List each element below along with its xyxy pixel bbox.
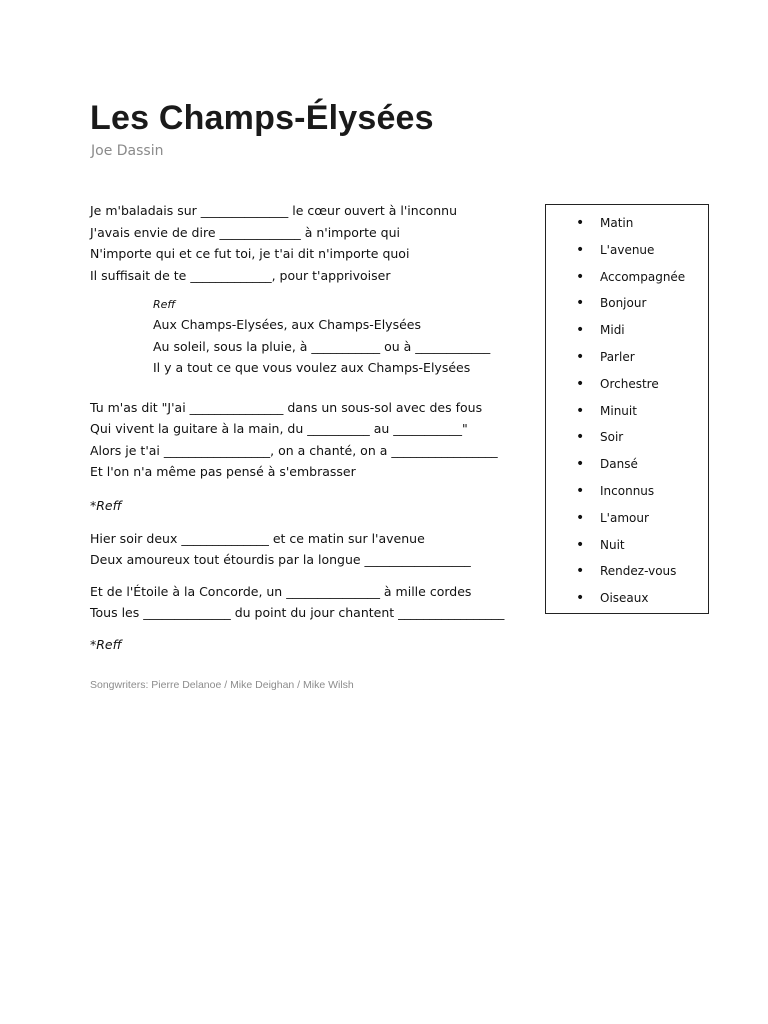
word-bank-list [546, 205, 708, 612]
lyric-line: Alors je t'ai _________________, on a chanté, on a _________________ [90, 442, 498, 458]
word-bank-word: Minuit [600, 403, 637, 418]
word-bank-word: Parler [600, 349, 635, 364]
lyric-line: Je m'baladais sur ______________ le cœur ouvert à l'inconnu [90, 203, 457, 218]
word-bank-item [546, 505, 708, 532]
word-bank-word: Midi [600, 323, 625, 338]
word-bank-word: Matin [600, 216, 634, 230]
lyric-line: Il suffisait de te _____________, pour t'apprivoiser [90, 267, 391, 283]
word-bank-item [546, 558, 708, 585]
word-bank-item [546, 344, 708, 371]
word-bank-item [546, 290, 708, 317]
songwriters-credit: Songwriters: Pierre Delanoe / Mike Deighan / Mike Wilsh [90, 679, 354, 691]
refrain-line: Au soleil, sous la pluie, à ___________ ou à ____________ [153, 338, 491, 354]
word-bank-box [545, 204, 709, 614]
artist-name: Joe Dassin [91, 143, 164, 159]
refrain-reference: *Reff [90, 497, 122, 513]
bullet-icon: • [576, 348, 585, 365]
bullet-icon: • [576, 241, 585, 258]
word-bank-word: Orchestre [600, 376, 659, 391]
word-bank-item [546, 264, 708, 291]
word-bank-item [546, 398, 708, 425]
word-bank-word: L'amour [600, 510, 649, 525]
word-bank-item [546, 424, 708, 451]
word-bank-item [546, 532, 708, 559]
bullet-icon: • [576, 215, 585, 231]
verse-3 [90, 528, 504, 571]
refrain-label: Reff [153, 298, 176, 311]
lyric-line: Hier soir deux ______________ et ce matin sur l'avenue [90, 530, 425, 546]
word-bank-word: Inconnus [600, 483, 655, 498]
bullet-icon: • [576, 509, 585, 526]
word-bank-word: Bonjour [600, 296, 647, 311]
lyric-line: J'avais envie de dire _____________ à n'importe qui [90, 224, 400, 240]
song-title: Les Champs-Élysées [90, 99, 434, 137]
lyric-line: Tous les ______________ du point du jour chantent _________________ [90, 605, 505, 620]
refrain-block [90, 296, 504, 379]
word-bank-item [546, 210, 708, 237]
bullet-icon: • [576, 536, 585, 553]
lyric-line: Tu m'as dit "J'ai _______________ dans un sous-sol avec des fous [90, 399, 483, 415]
bullet-icon: • [576, 563, 585, 580]
verse-1 [90, 200, 504, 286]
word-bank-word: Accompagnée [600, 269, 686, 284]
verse-4 [90, 581, 504, 624]
word-bank-word: Nuit [600, 537, 625, 552]
refrain-reference: *Reff [90, 636, 122, 652]
bullet-icon: • [576, 590, 585, 607]
lyrics-body [90, 200, 504, 655]
bullet-icon: • [576, 322, 585, 339]
verse-2 [90, 397, 504, 483]
word-bank-item [546, 451, 708, 478]
word-bank-item [546, 317, 708, 344]
word-bank-word: Soir [600, 430, 624, 445]
refrain-line: Il y a tout ce que vous voulez aux Champs-Elysées [153, 360, 471, 375]
bullet-icon: • [576, 429, 585, 446]
refrain-line: Aux Champs-Elysées, aux Champs-Elysées [153, 317, 421, 332]
word-bank-item [546, 585, 708, 612]
word-bank-item [546, 478, 708, 505]
word-bank-word: Rendez-vous [600, 564, 677, 579]
lyric-line: N'importe qui et ce fut toi, je t'ai dit n'importe quoi [90, 246, 410, 261]
word-bank-word: Dansé [600, 457, 638, 472]
bullet-icon: • [576, 268, 585, 285]
word-bank-word: L'avenue [600, 242, 655, 257]
word-bank-item [546, 237, 708, 264]
bullet-icon: • [576, 456, 585, 473]
word-bank-item [546, 371, 708, 398]
bullet-icon: • [576, 295, 585, 312]
bullet-icon: • [576, 402, 585, 419]
word-bank-word: Oiseaux [600, 591, 649, 606]
lyric-line: Qui vivent la guitare à la main, du __________ au ___________" [90, 421, 468, 436]
bullet-icon: • [576, 375, 585, 392]
lyric-line: Deux amoureux tout étourdis par la longue _________________ [90, 552, 471, 567]
lyric-line: Et de l'Étoile à la Concorde, un _______________ à mille cordes [90, 583, 472, 599]
lyric-line: Et l'on n'a même pas pensé à s'embrasser [90, 464, 356, 479]
bullet-icon: • [576, 482, 585, 499]
